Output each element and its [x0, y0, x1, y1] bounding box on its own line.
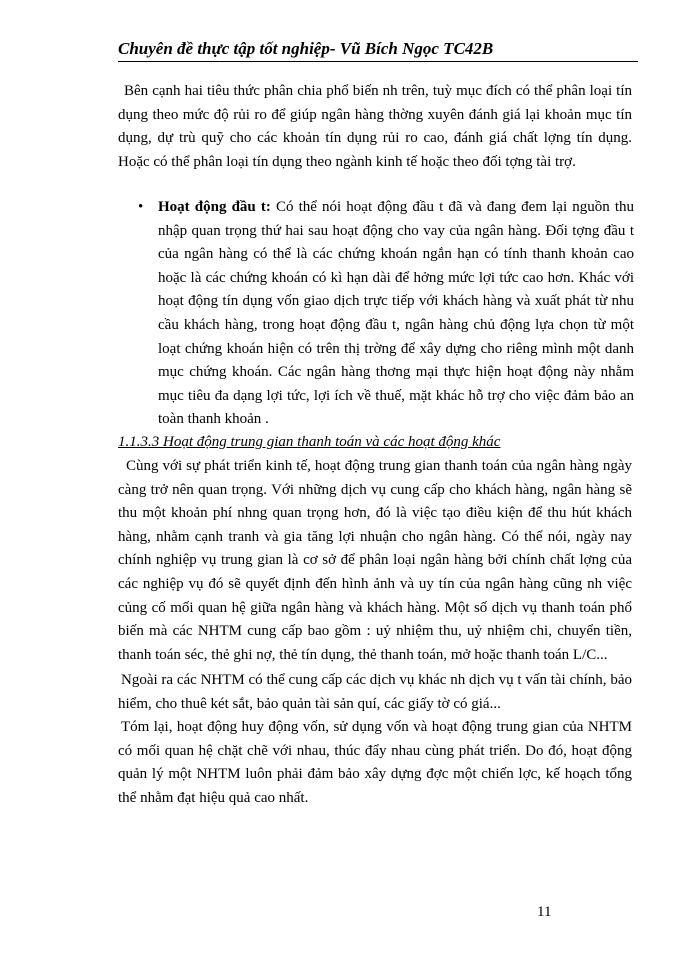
paragraph-credit-classification: Bên cạnh hai tiêu thức phân chia phổ biến nh trên, tuỳ mục đích có thể phân loại tín dụng theo mức độ rủi ro để giúp ngân hàng thờng xuyên đánh giá lại khoản mục tín dụng, dự trù quỹ cho các khoản tín dụng rủi ro cao, đánh giá chất lợng tín dụng. Hoặc có thể phân loại tín dụng theo ngành kinh tế hoặc theo đối tợng tài trợ.	[118, 83, 632, 170]
bullet-body: Có thể nói hoạt động đầu t đã và đang đem lại nguồn thu nhập quan trọng thứ hai sau hoạt động cho vay của ngân hàng. Đối tợng đầu t của ngân hàng có thể là các chứng khoán ngắn hạn có tính thanh khoản cao hoặc là các chứng khoán có kì hạn dài để hởng mức lợi tức cao hơn. Khác với hoạt động tín dụng vốn giao dịch trực tiếp với khách hàng và xuất phát từ nhu cầu khách hàng, trong hoạt động đầu t, ngân hàng chủ động lựa chọn từ một loạt chứng khoán hiện có trên thị trờng để xây dựng cho riêng mình một danh mục chứng khoán. Các ngân hàng thơng mại thực hiện hoạt động này nhằm mục tiêu đa dạng lợi tức, lợi ích về thuế, mặt khác hỗ trợ cho việc đảm bảo an toàn thanh khoản .	[158, 199, 634, 428]
page-number: 11	[537, 904, 552, 920]
paragraph-other-services: Ngoài ra các NHTM có thể cung cấp các dịch vụ khác nh dịch vụ t vấn tài chính, bảo hiểm, cho thuê két sắt, bảo quản tài sản quí, các giấy tờ có giá...	[118, 672, 632, 712]
bullet-text	[158, 196, 634, 432]
paragraph-conclusion: Tóm lại, hoạt động huy động vốn, sử dụng vốn và hoạt động trung gian của NHTM có mối quan hệ chặt chẽ với nhau, thúc đẩy nhau cùng phát triển. Do đó, hoạt động quản lý một NHTM luôn phải đảm bảo xây dựng đợc một chiến lợc, kế hoạch tổng thể nhằm đạt hiệu quả cao nhất.	[118, 719, 632, 806]
bullet-icon: •	[138, 199, 144, 215]
section-heading: 1.1.3.3 Hoạt động trung gian thanh toán và các hoạt động khác	[118, 434, 501, 450]
paragraph-payment-intermediary: Cùng với sự phát triển kinh tế, hoạt động trung gian thanh toán của ngân hàng ngày càng trở nên quan trọng. Với những dịch vụ cung cấp cho khách hàng, ngân hàng sẽ thu một khoản phí nhng quan trọng hơn, đó là việc tạo điều kiện để thu hút khách hàng, nhằm cạnh tranh và gia tăng lợi nhuận cho ngân hàng. Có thể nói, ngày nay chính nghiệp vụ trung gian là cơ sở để phân loại ngân hàng bởi chính chất lợng của các nghiệp vụ đó sẽ quyết định đến hình ảnh và uy tín của ngân hàng cũng nh việc củng cố mối quan hệ giữa ngân hàng và khách hàng. Một số dịch vụ thanh toán phổ biến mà các NHTM cung cấp bao gồm : uỷ nhiệm thu, uỷ nhiệm chi, chuyển tiền, thanh toán séc, thẻ ghi nợ, thẻ tín dụng, thẻ thanh toán, mở hoặc thanh toán L/C...	[118, 458, 632, 663]
page-header: Chuyên đề thực tập tốt nghiệp- Vũ Bích Ngọc TC42B	[118, 38, 638, 62]
bullet-label: Hoạt động đầu t:	[158, 199, 271, 215]
